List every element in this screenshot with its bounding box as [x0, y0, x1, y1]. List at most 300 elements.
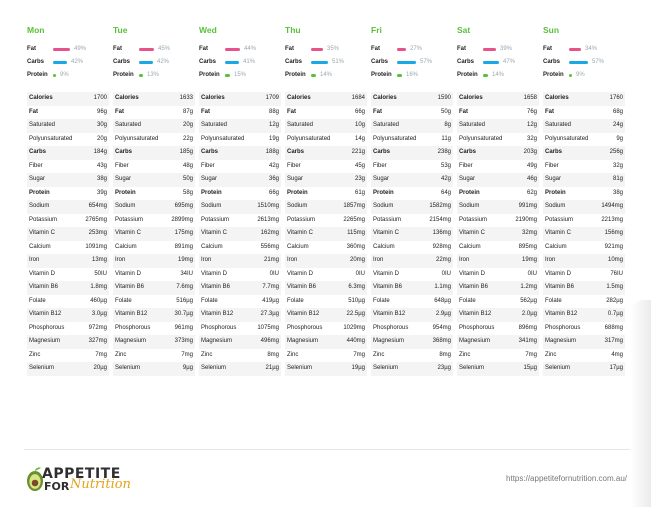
macro-carbs-bar	[225, 61, 239, 64]
nutrient-row	[371, 281, 453, 295]
nutrient-value: 20µg	[93, 365, 107, 371]
macro-carbs-percent: 51%	[332, 59, 345, 65]
nutrient-name: Selenium	[373, 365, 399, 371]
macro-fat-row	[285, 44, 367, 54]
nutrient-name: Sugar	[287, 176, 304, 182]
nutrient-name: Vitamin B6	[545, 284, 574, 290]
nutrient-row	[285, 119, 367, 133]
nutrient-name: Folate	[545, 297, 562, 304]
nutrient-row	[199, 160, 281, 174]
nutrient-row	[285, 106, 367, 120]
macro-protein-bar	[569, 74, 572, 77]
nutrient-value: 4mg	[611, 351, 623, 358]
nutrient-row	[199, 254, 281, 268]
nutrient-row	[199, 187, 281, 201]
nutrient-row	[285, 187, 367, 201]
nutrient-name: Vitamin C	[373, 230, 399, 236]
nutrient-name: Fiber	[115, 162, 129, 169]
nutrient-name: Calcium	[115, 243, 137, 250]
nutrient-name: Iron	[287, 257, 298, 263]
nutrient-name: Vitamin C	[459, 230, 485, 236]
nutrient-row	[199, 268, 281, 282]
macro-protein-row	[199, 70, 281, 80]
nutrient-table-sun	[543, 92, 625, 376]
nutrient-row	[371, 146, 453, 160]
nutrient-name: Protein	[545, 189, 566, 196]
nutrient-value: 162mg	[260, 230, 279, 236]
macro-protein-percent: 9%	[576, 72, 585, 78]
nutrient-name: Carbs	[287, 149, 305, 155]
nutrient-row	[371, 335, 453, 349]
macro-fat-bar	[139, 48, 154, 51]
nutrient-row	[27, 335, 109, 349]
day-name: Fri	[371, 25, 382, 35]
nutrient-value: 9µg	[182, 365, 193, 371]
macro-protein-row	[457, 70, 539, 80]
macro-carbs-percent: 57%	[592, 59, 605, 65]
nutrient-row	[27, 187, 109, 201]
macro-protein-bar	[397, 74, 402, 77]
macro-fat-bar	[53, 48, 70, 51]
nutrient-name: Fat	[373, 108, 382, 115]
nutrient-row	[113, 349, 195, 363]
nutrient-row	[371, 119, 453, 133]
nutrient-name: Selenium	[545, 365, 571, 371]
day-column-tue	[113, 24, 195, 83]
nutrient-value: 21mg	[263, 257, 279, 263]
nutrient-row	[285, 295, 367, 309]
macro-fat-label: Fat	[27, 46, 36, 52]
nutrient-row	[27, 173, 109, 187]
nutrient-row	[457, 254, 539, 268]
nutrient-name: Vitamin C	[545, 230, 571, 236]
nutrient-name: Vitamin B12	[115, 311, 148, 317]
nutrient-name: Vitamin C	[287, 230, 313, 236]
nutrient-value: 895mg	[518, 243, 537, 250]
nutrient-name: Vitamin B6	[287, 284, 316, 290]
nutrient-row	[27, 146, 109, 160]
nutrient-value: 1.8mg	[90, 284, 107, 290]
nutrient-name: Sodium	[545, 203, 566, 209]
nutrient-row	[285, 308, 367, 322]
nutrient-row	[543, 106, 625, 120]
nutrient-value: 32mg	[521, 230, 537, 236]
nutrient-row	[543, 146, 625, 160]
nutrient-name: Polyunsaturated	[29, 135, 73, 142]
nutrient-value: 19mg	[521, 257, 537, 263]
nutrient-name: Fiber	[459, 162, 473, 169]
nutrient-value: 648µg	[434, 297, 451, 304]
nutrient-row	[371, 106, 453, 120]
nutrient-name: Calories	[29, 95, 53, 101]
nutrient-row	[113, 254, 195, 268]
nutrient-row	[27, 349, 109, 363]
nutrient-value: 42g	[268, 162, 279, 169]
nutrient-value: 221g	[351, 149, 365, 155]
nutrient-name: Fat	[115, 108, 124, 115]
nutrient-value: 20g	[96, 135, 107, 142]
nutrient-name: Protein	[459, 189, 480, 196]
nutrient-row	[113, 335, 195, 349]
macro-carbs-row	[457, 57, 539, 67]
nutrient-value: 45g	[354, 162, 365, 169]
nutrient-value: 8mg	[439, 351, 451, 358]
nutrient-value: 1029mg	[343, 324, 365, 331]
nutrient-name: Magnesium	[201, 338, 233, 344]
macro-fat-row	[543, 44, 625, 54]
nutrient-name: Saturated	[29, 122, 56, 128]
nutrient-row	[543, 268, 625, 282]
nutrient-row	[457, 106, 539, 120]
nutrient-value: 921mg	[604, 243, 623, 250]
nutrient-row	[199, 349, 281, 363]
nutrient-table-thu	[285, 92, 367, 376]
nutrient-row	[543, 349, 625, 363]
nutrient-name: Sugar	[459, 176, 476, 182]
nutrient-value: 896mg	[518, 324, 537, 331]
nutrient-value: 688mg	[604, 324, 623, 331]
nutrient-row	[457, 295, 539, 309]
nutrient-row	[285, 362, 367, 376]
nutrient-value: 654mg	[88, 203, 107, 209]
nutrient-name: Vitamin B12	[287, 311, 320, 317]
nutrient-name: Sugar	[115, 176, 132, 182]
nutrient-row	[371, 241, 453, 255]
nutrient-value: 1.1mg	[434, 284, 451, 290]
nutrient-value: 317mg	[604, 338, 623, 344]
nutrient-name: Calories	[545, 95, 569, 101]
nutrient-name: Phosphorous	[115, 324, 151, 331]
nutrient-name: Calories	[201, 95, 225, 101]
nutrient-value: 327mg	[88, 338, 107, 344]
nutrient-value: 256g	[609, 149, 623, 155]
nutrient-name: Iron	[373, 257, 384, 263]
nutrient-name: Potassium	[29, 216, 58, 223]
nutrient-row	[113, 241, 195, 255]
nutrient-name: Selenium	[115, 365, 141, 371]
nutrient-value: 58g	[182, 189, 193, 196]
nutrient-row	[371, 187, 453, 201]
nutrient-name: Carbs	[115, 149, 133, 155]
nutrient-value: 8mg	[267, 351, 279, 358]
day-name: Tue	[113, 25, 128, 35]
nutrient-name: Vitamin B12	[545, 311, 578, 317]
nutrient-row	[457, 349, 539, 363]
nutrient-row	[457, 133, 539, 147]
nutrient-name: Sodium	[287, 203, 308, 209]
nutrient-row	[371, 362, 453, 376]
nutrient-row	[27, 295, 109, 309]
nutrient-value: 27.3µg	[260, 311, 279, 317]
nutrient-value: 32g	[612, 162, 623, 169]
nutrient-value: 48g	[182, 162, 193, 169]
nutrient-row	[113, 322, 195, 336]
macro-protein-percent: 14%	[320, 72, 333, 78]
nutrient-value: 991mg	[518, 203, 537, 209]
nutrient-name: Magnesium	[373, 338, 405, 344]
nutrient-value: 2190mg	[515, 216, 537, 223]
nutrient-value: 32g	[526, 135, 537, 142]
macro-fat-percent: 45%	[158, 46, 171, 52]
nutrient-row	[543, 254, 625, 268]
nutrient-name: Zinc	[29, 351, 41, 358]
macro-protein-label: Protein	[543, 72, 564, 78]
nutrient-value: 22g	[182, 135, 193, 142]
nutrient-row	[285, 254, 367, 268]
nutrient-name: Fat	[29, 108, 38, 115]
nutrient-table-wed	[199, 92, 281, 376]
nutrient-value: 1590	[437, 95, 451, 101]
nutrient-value: 360mg	[346, 243, 365, 250]
nutrient-value: 562µg	[520, 297, 537, 304]
nutrient-value: 2.9µg	[435, 311, 451, 317]
macro-carbs-row	[113, 57, 195, 67]
logo-text-appetite: APPETITE	[42, 466, 121, 482]
nutrient-name: Protein	[115, 189, 136, 196]
nutrient-row	[457, 160, 539, 174]
nutrient-value: 341mg	[518, 338, 537, 344]
nutrient-row	[27, 200, 109, 214]
nutrient-row	[285, 133, 367, 147]
nutrient-row	[371, 173, 453, 187]
nutrient-value: 419µg	[262, 297, 279, 304]
nutrient-name: Iron	[545, 257, 556, 263]
nutrient-name: Potassium	[287, 216, 316, 223]
macro-protein-bar	[225, 74, 230, 77]
nutrient-value: 96g	[96, 108, 107, 115]
nutrient-value: 39g	[96, 189, 107, 196]
nutrient-row	[457, 281, 539, 295]
day-name: Sun	[543, 25, 560, 35]
macro-protein-label: Protein	[199, 72, 220, 78]
macro-protein-percent: 9%	[60, 72, 69, 78]
nutrient-value: 954mg	[432, 324, 451, 331]
nutrient-name: Saturated	[201, 122, 228, 128]
macro-protein-row	[113, 70, 195, 80]
macro-carbs-row	[199, 57, 281, 67]
macro-fat-percent: 44%	[244, 46, 257, 52]
macro-carbs-percent: 41%	[243, 59, 256, 65]
macro-fat-label: Fat	[285, 46, 294, 52]
macro-carbs-bar	[569, 61, 588, 64]
macro-protein-row	[371, 70, 453, 80]
macro-protein-bar	[53, 74, 56, 77]
nutrient-value: 891mg	[174, 243, 193, 250]
nutrient-name: Fiber	[373, 162, 387, 169]
macro-fat-percent: 35%	[327, 46, 340, 52]
nutrient-value: 1510mg	[257, 203, 279, 209]
nutrient-row	[285, 281, 367, 295]
nutrient-name: Sugar	[545, 176, 562, 182]
nutrient-row	[285, 335, 367, 349]
website-url[interactable]: https://appetitefornutrition.com.au/	[506, 474, 627, 483]
nutrient-row	[27, 241, 109, 255]
nutrient-name: Iron	[29, 257, 40, 263]
nutrient-name: Vitamin C	[115, 230, 141, 236]
nutrient-name: Polyunsaturated	[373, 135, 417, 142]
nutrient-row	[199, 92, 281, 106]
nutrient-row	[113, 106, 195, 120]
nutrient-name: Calcium	[459, 243, 481, 250]
nutrient-value: 38g	[612, 189, 623, 196]
nutrient-value: 1684	[351, 95, 365, 101]
nutrient-name: Calcium	[373, 243, 395, 250]
day-column-thu	[285, 24, 367, 83]
macro-fat-percent: 39%	[500, 46, 513, 52]
nutrient-name: Selenium	[459, 365, 485, 371]
nutrient-value: 11g	[441, 135, 451, 142]
nutrient-value: 2899mg	[171, 216, 193, 223]
nutrient-row	[27, 119, 109, 133]
nutrient-value: 460µg	[90, 297, 107, 304]
nutrient-name: Selenium	[29, 365, 55, 371]
nutrient-row	[371, 322, 453, 336]
nutrient-name: Folate	[115, 297, 132, 304]
nutrient-value: 17µg	[609, 365, 623, 371]
nutrient-name: Protein	[373, 189, 394, 196]
macro-carbs-percent: 42%	[71, 59, 84, 65]
nutrient-name: Folate	[373, 297, 390, 304]
nutrient-table-fri	[371, 92, 453, 376]
nutrient-value: 510µg	[348, 297, 365, 304]
nutrient-row	[285, 349, 367, 363]
nutrient-row	[457, 241, 539, 255]
nutrient-value: 10g	[354, 122, 365, 128]
nutrient-value: 7mg	[353, 351, 365, 358]
day-name: Sat	[457, 25, 471, 35]
nutrient-name: Vitamin C	[201, 230, 227, 236]
nutrient-name: Fat	[201, 108, 210, 115]
nutrient-value: 3.0µg	[91, 311, 107, 317]
nutrient-value: 0IU	[441, 270, 451, 277]
nutrient-row	[285, 322, 367, 336]
nutrient-name: Folate	[29, 297, 46, 304]
nutrient-value: 2154mg	[429, 216, 451, 223]
nutrient-name: Fat	[545, 108, 554, 115]
nutrient-value: 136mg	[432, 230, 451, 236]
nutrient-value: 175mg	[174, 230, 193, 236]
macro-fat-bar	[483, 48, 496, 51]
nutrient-name: Fat	[459, 108, 468, 115]
nutrient-name: Carbs	[373, 149, 391, 155]
nutrient-name: Phosphorous	[201, 324, 237, 331]
nutrient-value: 81g	[612, 176, 623, 182]
nutrient-value: 23µg	[437, 365, 451, 371]
nutrient-row	[543, 187, 625, 201]
nutrient-table-sat	[457, 92, 539, 376]
nutrient-value: 22mg	[435, 257, 451, 263]
nutrient-value: 14g	[354, 135, 365, 142]
nutrient-row	[113, 295, 195, 309]
nutrient-row	[543, 322, 625, 336]
nutrient-name: Zinc	[287, 351, 299, 358]
nutrient-value: 87g	[182, 108, 193, 115]
day-column-fri	[371, 24, 453, 83]
nutrient-value: 282µg	[606, 297, 623, 304]
nutrient-value: 0IU	[355, 270, 365, 277]
nutrient-name: Calcium	[287, 243, 309, 250]
macro-carbs-percent: 47%	[503, 59, 516, 65]
nutrient-name: Sugar	[29, 176, 46, 182]
nutrient-name: Potassium	[201, 216, 230, 223]
nutrient-row	[113, 214, 195, 228]
macro-fat-label: Fat	[113, 46, 122, 52]
macro-carbs-label: Carbs	[285, 59, 303, 65]
macro-carbs-row	[371, 57, 453, 67]
nutrient-row	[457, 322, 539, 336]
nutrient-name: Zinc	[201, 351, 213, 358]
nutrient-name: Selenium	[287, 365, 313, 371]
nutrient-value: 1494mg	[601, 203, 623, 209]
nutrient-name: Vitamin B12	[459, 311, 492, 317]
nutrient-name: Fiber	[201, 162, 215, 169]
nutrient-row	[543, 335, 625, 349]
nutrient-name: Magnesium	[545, 338, 577, 344]
day-column-wed	[199, 24, 281, 83]
macro-carbs-label: Carbs	[457, 59, 475, 65]
nutrient-value: 972mg	[88, 324, 107, 331]
nutrient-value: 30g	[96, 122, 107, 128]
macro-carbs-label: Carbs	[27, 59, 45, 65]
macro-fat-label: Fat	[457, 46, 466, 52]
nutrient-value: 7mg	[95, 351, 107, 358]
nutrient-value: 15µg	[523, 365, 537, 371]
macro-carbs-label: Carbs	[199, 59, 217, 65]
macro-carbs-row	[27, 57, 109, 67]
nutrient-row	[457, 119, 539, 133]
nutrient-value: 253mg	[88, 230, 107, 236]
nutrient-value: 928mg	[432, 243, 451, 250]
nutrient-row	[199, 335, 281, 349]
nutrient-value: 368mg	[432, 338, 451, 344]
macro-carbs-label: Carbs	[543, 59, 561, 65]
nutrient-name: Calories	[115, 95, 139, 101]
page-curl-shadow	[630, 300, 651, 507]
nutrient-value: 6.3mg	[348, 284, 365, 290]
day-name: Wed	[199, 25, 217, 35]
nutrient-value: 1857mg	[343, 203, 365, 209]
nutrient-value: 10mg	[607, 257, 623, 263]
nutrient-name: Magnesium	[459, 338, 491, 344]
nutrient-row	[457, 92, 539, 106]
day-column-sun	[543, 24, 625, 83]
nutrient-name: Vitamin D	[287, 270, 313, 277]
macro-fat-label: Fat	[543, 46, 552, 52]
nutrient-row	[543, 214, 625, 228]
nutrient-value: 61g	[354, 189, 365, 196]
nutrient-row	[457, 173, 539, 187]
nutrient-row	[27, 106, 109, 120]
nutrient-row	[285, 200, 367, 214]
nutrient-name: Calcium	[201, 243, 223, 250]
nutrient-name: Selenium	[201, 365, 227, 371]
nutrient-row	[543, 160, 625, 174]
nutrient-value: 8g	[444, 122, 451, 128]
nutrient-value: 76g	[526, 108, 537, 115]
nutrient-row	[543, 241, 625, 255]
nutrient-row	[371, 200, 453, 214]
nutrient-value: 961mg	[174, 324, 193, 331]
nutrient-name: Calcium	[545, 243, 567, 250]
nutrient-row	[199, 200, 281, 214]
nutrient-row	[113, 362, 195, 376]
nutrient-row	[543, 200, 625, 214]
nutrient-value: 1658	[523, 95, 537, 101]
nutrient-row	[543, 362, 625, 376]
nutrient-name: Zinc	[115, 351, 127, 358]
nutrient-row	[371, 349, 453, 363]
nutrient-value: 115mg	[347, 230, 365, 236]
